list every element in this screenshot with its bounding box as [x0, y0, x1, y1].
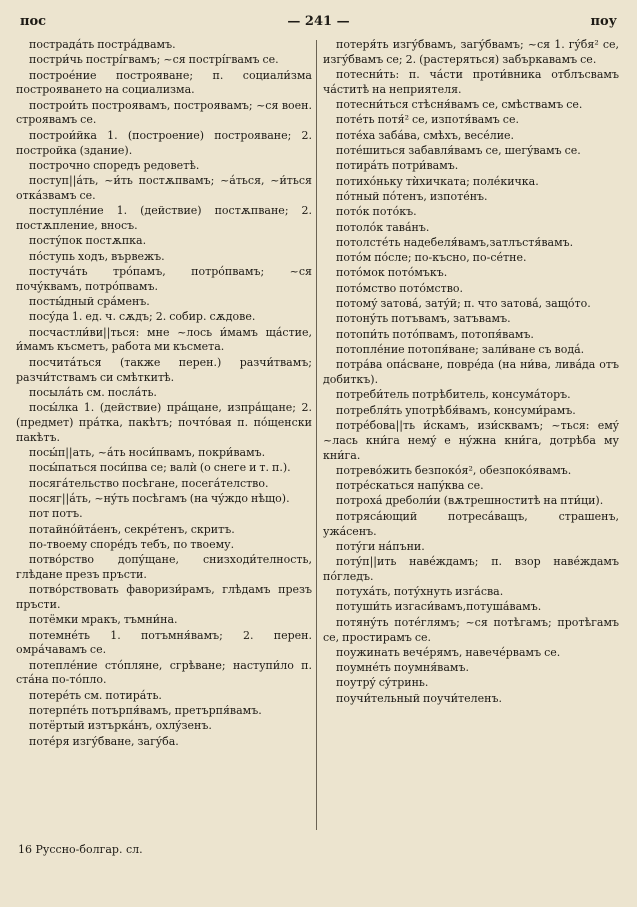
dictionary-entry: потолстéть надебеля́вамъ,затлъстя́вамъ. — [336, 235, 574, 249]
dictionary-entry: потрéскаться напýква се. — [336, 479, 484, 493]
dictionary-entry: потвóрство допýщане, снизходи́телность, глѣдане презъ пръсти. — [16, 553, 312, 581]
right-column — [323, 38, 619, 707]
dictionary-entry: поучи́тельный поучи́теленъ. — [336, 691, 502, 705]
dictionary-entry: потéха забáва, смѣхъ, весéлие. — [336, 128, 515, 142]
dictionary-entry: поумнéть поумня́вамъ. — [336, 661, 469, 675]
dictionary-entry: потóмство потóмство. — [336, 281, 464, 295]
dictionary-entry: потесни́ться стѣсня́вамъ се, смѣствамъ се. — [336, 98, 583, 112]
dictionary-entry: потёмки мракъ, тъмни́на. — [29, 613, 178, 627]
dictionary-entry: посчитáться (также перен.) разчи́твамъ; разчи́тствамъ си смѣткитѣ. — [16, 355, 312, 384]
dictionary-entry: потрéбова||ть и́скамъ, изи́сквамъ; ~ться: емý ~лась кни́га немý е нýжна кни́га, дотрѣба му кни́га. — [323, 418, 619, 462]
dictionary-entry: постучáть трóпамъ, потрóпвамъ; ~ся почýквамъ, потрóпвамъ. — [16, 264, 312, 293]
page-header — [0, 10, 637, 34]
dictionary-entry: посы́п||ать, ~áть носи́пвамъ, покри́вамъ. — [29, 446, 266, 460]
dictionary-entry: посягáтельство посѣгане, посегáтелство. — [29, 476, 269, 490]
dictionary-entry: потéря изгýбване, загýба. — [29, 734, 179, 748]
dictionary-entry: построи́ть построявамъ, построявамъ; ~ся воен. строявамъ се. — [16, 98, 312, 127]
dictionary-entry: посяг||áть, ~нýть посѣгамъ (на чýждо нѣщо). — [29, 491, 290, 505]
dictionary-entry: потонýть потъвамъ, затъвамъ. — [336, 312, 511, 326]
header-last-word: поу — [590, 14, 617, 29]
dictionary-entry: пострадáть пострáдвамъ. — [29, 38, 176, 51]
dictionary-entry: потомý затовá, затýй; п. что затовá, защóто. — [336, 297, 591, 311]
dictionary-entry: потихóньку тѝхичката; полéкичка. — [336, 174, 539, 188]
dictionary-entry: потопи́ть потóпвамъ, потопя́вамъ. — [336, 327, 534, 341]
dictionary-entry: потемнéть 1. потъмня́вамъ; 2. перен. омрáчавамъ се. — [16, 628, 312, 657]
dictionary-entry: потуши́ть изгаси́вамъ,потушáвамъ. — [336, 600, 542, 614]
page-footer: 16 Руссно-болгар. сл. — [18, 843, 143, 856]
dictionary-entry: поступлéние 1. (действие) постѫпване; 2. постѫпление, вносъ. — [16, 204, 312, 233]
dictionary-entry: построи́йка 1. (построение) построяване; 2. постройка (здание). — [16, 128, 312, 157]
dictionary-entry: потéть потя́² се, изпотя́вамъ се. — [336, 113, 519, 127]
column-divider — [316, 40, 317, 830]
dictionary-entry: потёртый изтъркáнъ, охлýзенъ. — [29, 719, 212, 733]
dictionary-entry: потреби́тель потрѣбитель, консумáторъ. — [336, 388, 571, 402]
dictionary-entry: пот потъ. — [29, 507, 83, 521]
dictionary-entry: потеря́ть изгýбвамъ, загýбвамъ; ~ся 1. гýбя² се, изгýбвамъ се; 2. (растеряться) забъркавамъ се. — [323, 38, 619, 66]
dictionary-entry: посы́паться поси́пва се; валѝ (о снеге и т. п.). — [29, 461, 291, 475]
dictionary-entry: потревóжить безпокóя², обезпокóявамъ. — [336, 463, 572, 477]
dictionary-entry: потянýть потéглямъ; ~ся потѣгамъ; протѣгамъ се, простирамъ се. — [323, 615, 619, 644]
dictionary-entry: по́ступь ходъ, вървежъ. — [29, 249, 165, 263]
dictionary-entry: потайнóйтáенъ, секрéтенъ, скритъ. — [29, 522, 235, 536]
dictionary-entry: построéние построяване; п. социали́зма построяването на социализма. — [16, 68, 312, 97]
dictionary-entry: посы́лка 1. (действие) прáщане, изпрáщане; 2. (предмет) прáтка, пакѣтъ; почтóвая п. пóщенски пакѣтъ. — [16, 401, 312, 444]
dictionary-entry: потолóк тавáнъ. — [336, 220, 430, 234]
dictionary-entry: постри́чь пострíгвамъ; ~ся пострíгвамъ се. — [29, 53, 279, 67]
dictionary-entry: потвóрствовать фаворизи́рамъ, глѣдамъ презъ пръсти. — [16, 583, 312, 611]
dictionary-entry: потрохá дреболи́и (вѫтрешноститѣ на пти́ци). — [336, 494, 604, 508]
dictionary-entry: поутрý сýтринь. — [336, 676, 429, 690]
dictionary-entry: потеплéние стóпляне, сгрѣване; наступи́ло п. стáна по-тóпло. — [16, 658, 312, 687]
dictionary-entry: посчастли́ви||ться: мне ~лось и́мамъ щáстие, и́мамъ късметъ, работа ми късмета. — [16, 325, 312, 354]
dictionary-entry: по-твоему спорéдъ тебъ, по твоему. — [29, 537, 235, 551]
dictionary-entry: поступ||áть, ~и́ть постѫпвамъ; ~áться, ~и́ться откáзвамъ се. — [16, 174, 312, 202]
dictionary-entry: потýги нáпъни. — [336, 539, 425, 553]
dictionary-entry: потýп||ить навéждамъ; п. взор навéждамъ пóгледъ. — [323, 555, 619, 583]
dictionary-entry: потéшиться забавля́вамъ се, шегýвамъ се. — [336, 144, 581, 158]
dictionary-entry: потрáва опáсване, поврéда (на ни́ва, ливáда отъ добиткъ). — [323, 358, 619, 387]
dictionary-entry: поужинать вечéрямъ, навечéрвамъ се. — [336, 645, 561, 659]
dictionary-entry: потребля́ть употрѣбя́вамъ, консуми́рамъ. — [336, 403, 576, 417]
dictionary-entry: потесни́ть: п. чáсти проти́вника отблъсвамъ чáститѣ на неприятеля. — [323, 68, 619, 96]
dictionary-entry: потóмок потóмъкъ. — [336, 266, 448, 280]
dictionary-entry: потóм пóсле; по-късно, по-сéтне. — [336, 251, 527, 265]
dictionary-entry: посту́пок постѫпка. — [29, 234, 147, 248]
dictionary-entry: потоплéние потопя́ване; зали́ване съ водá. — [336, 342, 585, 356]
dictionary-entry: построчно споредъ редоветѣ. — [29, 158, 200, 172]
dictionary-entry: пóтный пóтенъ, изпотéнъ. — [336, 189, 488, 203]
dictionary-entry: потрясáющий потресáващъ, страшенъ, ужáсенъ. — [323, 509, 619, 538]
dictionary-entry: потерéть см. потирáть. — [29, 688, 162, 702]
dictionary-entry: потóк потóкъ. — [336, 205, 417, 219]
header-first-word: пос — [20, 14, 47, 29]
dictionary-entry: потухáть, потýхнуть изгáсва. — [336, 585, 504, 599]
left-column — [16, 38, 312, 750]
dictionary-entry: посылáть см. послáть. — [29, 385, 157, 399]
page-number: — 241 — — [287, 14, 350, 29]
dictionary-entry: потирáть потри́вамъ. — [336, 159, 459, 173]
dictionary-entry: посу́да 1. ед. ч. сѫдъ; 2. собир. сѫдове. — [29, 310, 256, 324]
dictionary-entry: посты́дный срáменъ. — [29, 295, 150, 309]
dictionary-entry: потерпéть потърпя́вамъ, претърпя́вамъ. — [29, 704, 262, 718]
